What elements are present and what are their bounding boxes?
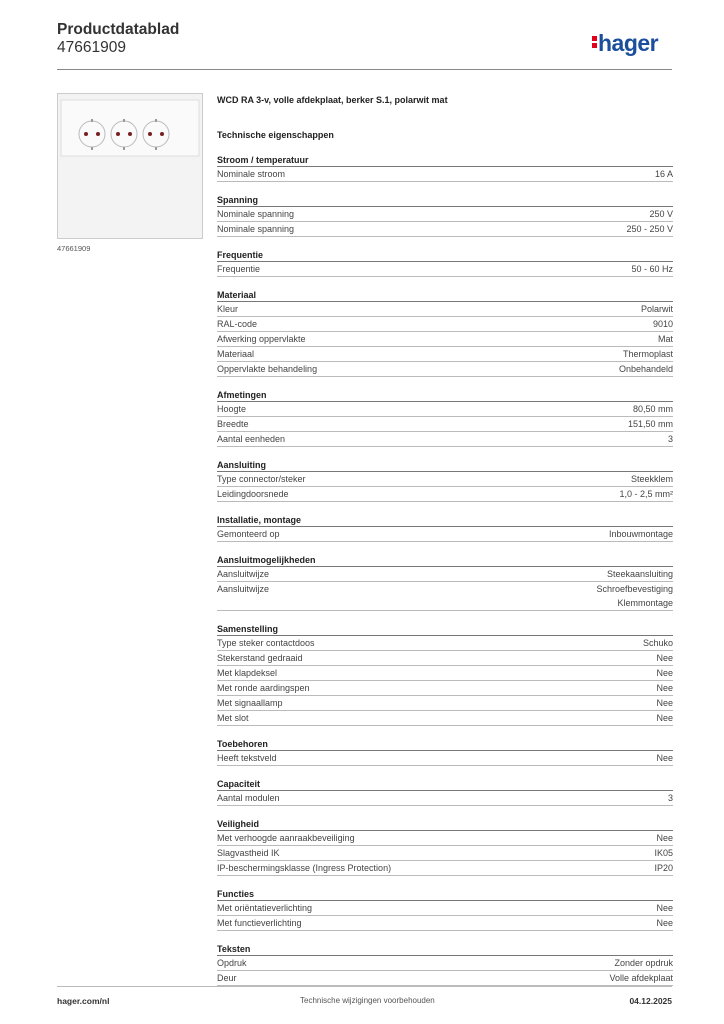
spec-value xyxy=(628,417,673,431)
section-heading: Installatie, montage xyxy=(217,514,673,527)
spec-row xyxy=(217,846,673,861)
spec-value-line: Onbehandeld xyxy=(618,364,673,374)
spec-value-line: Schuko xyxy=(642,638,673,648)
spec-label: Hoogte xyxy=(217,404,247,414)
spec-label: Deur xyxy=(217,973,237,983)
spec-value xyxy=(619,362,673,376)
spec-value xyxy=(656,751,673,765)
spec-label: Met signaallamp xyxy=(217,698,283,708)
spec-label: Slagvastheid IK xyxy=(217,848,280,858)
spec-row xyxy=(217,262,673,277)
spec-row xyxy=(217,916,673,931)
spec-row xyxy=(217,831,673,846)
spec-label: Frequentie xyxy=(217,264,261,274)
section-heading: Capaciteit xyxy=(217,778,673,791)
spec-label: RAL-code xyxy=(217,319,258,329)
spec-row xyxy=(217,417,673,432)
spec-row xyxy=(217,791,673,806)
spec-value-line: 3 xyxy=(667,434,673,444)
spec-value-line: 250 - 250 V xyxy=(626,224,673,234)
spec-row xyxy=(217,472,673,487)
spec-row xyxy=(217,711,673,726)
spec-value-line: Mat xyxy=(657,334,673,344)
section-heading: Veiligheid xyxy=(217,818,673,831)
spec-row xyxy=(217,666,673,681)
page-title: Productdatablad xyxy=(57,21,180,38)
spec-value-line: Nee xyxy=(656,713,673,723)
spec-value xyxy=(609,527,673,541)
spec-value xyxy=(631,472,673,486)
image-caption: 47661909 xyxy=(57,244,91,253)
spec-value xyxy=(609,971,673,985)
technical-properties-heading: Technische eigenschappen xyxy=(217,130,334,140)
spec-label: Nominale stroom xyxy=(217,169,286,179)
spec-value-line: Nee xyxy=(656,668,673,678)
spec-label: Kleur xyxy=(217,304,239,314)
spec-label: Aansluitwijze xyxy=(217,569,270,579)
spec-row xyxy=(217,347,673,362)
product-title: WCD RA 3-v, volle afdekplaat, berker S.1, polarwit mat xyxy=(217,95,448,105)
spec-value-line: Schroefbevestiging xyxy=(596,584,673,594)
spec-value-line: Nee xyxy=(656,833,673,843)
spec-row xyxy=(217,651,673,666)
spec-row xyxy=(217,636,673,651)
spec-row xyxy=(217,332,673,347)
section-heading: Samenstelling xyxy=(217,623,673,636)
spec-label: Met ronde aardingspen xyxy=(217,683,310,693)
spec-label: Met klapdeksel xyxy=(217,668,278,678)
spec-value xyxy=(623,347,673,361)
spec-value-line: 9010 xyxy=(652,319,673,329)
spec-value xyxy=(614,956,673,970)
spec-row xyxy=(217,567,673,582)
spec-label: Met oriëntatieverlichting xyxy=(217,903,313,913)
spec-value xyxy=(607,567,673,581)
spec-row xyxy=(217,487,673,502)
spec-label: Materiaal xyxy=(217,349,255,359)
spec-value xyxy=(656,711,673,725)
spec-label: Nominale spanning xyxy=(217,209,295,219)
spec-row xyxy=(217,167,673,182)
section-heading: Toebehoren xyxy=(217,738,673,751)
section-heading: Stroom / temperatuur xyxy=(217,154,673,167)
spec-value-line: Zonder opdruk xyxy=(614,958,673,968)
spec-row xyxy=(217,362,673,377)
spec-row xyxy=(217,751,673,766)
spec-value xyxy=(668,791,673,805)
spec-label: Met slot xyxy=(217,713,249,723)
spec-value-line: Polarwit xyxy=(640,304,673,314)
footer-website[interactable]: hager.com/nl xyxy=(57,996,110,1006)
spec-row xyxy=(217,971,673,986)
spec-value xyxy=(596,582,673,610)
section-heading: Frequentie xyxy=(217,249,673,262)
spec-value xyxy=(641,302,673,316)
product-number: 47661909 xyxy=(57,39,126,56)
spec-value xyxy=(656,696,673,710)
spec-value xyxy=(654,846,673,860)
spec-row xyxy=(217,402,673,417)
logo-text: hager xyxy=(598,30,659,56)
spec-row xyxy=(217,681,673,696)
spec-value-line: Nee xyxy=(656,698,673,708)
spec-label: Gemonteerd op xyxy=(217,529,280,539)
section-heading: Spanning xyxy=(217,194,673,207)
spec-label: Type connector/steker xyxy=(217,474,306,484)
spec-label: Aansluitwijze xyxy=(217,584,270,594)
spec-value xyxy=(656,651,673,665)
spec-value-line: 3 xyxy=(667,793,673,803)
spec-label: Opdruk xyxy=(217,958,247,968)
footer-divider xyxy=(57,986,672,987)
spec-label: Leidingdoorsnede xyxy=(217,489,289,499)
spec-row xyxy=(217,222,673,237)
spec-value xyxy=(656,916,673,930)
spec-row xyxy=(217,432,673,447)
spec-value-line: 151,50 mm xyxy=(627,419,673,429)
spec-value-line: Volle afdekplaat xyxy=(609,973,673,983)
spec-value-line: 50 - 60 Hz xyxy=(631,264,673,274)
header-divider xyxy=(57,69,672,70)
spec-value xyxy=(656,901,673,915)
spec-label: Heeft tekstveld xyxy=(217,753,277,763)
section-heading: Afmetingen xyxy=(217,389,673,402)
spec-label: IP-beschermingsklasse (Ingress Protection) xyxy=(217,863,392,873)
logo-dots-icon xyxy=(592,34,598,50)
spec-row xyxy=(217,527,673,542)
section-heading: Teksten xyxy=(217,943,673,956)
spec-label: Afwerking oppervlakte xyxy=(217,334,306,344)
spec-value-line: Steekaansluiting xyxy=(606,569,673,579)
spec-row xyxy=(217,207,673,222)
spec-value-line: 250 V xyxy=(649,209,673,219)
section-heading: Aansluitmogelijkheden xyxy=(217,554,673,567)
spec-value xyxy=(656,666,673,680)
spec-value-line: Nee xyxy=(656,753,673,763)
section-heading: Materiaal xyxy=(217,289,673,302)
spec-row xyxy=(217,901,673,916)
spec-value-line: Nee xyxy=(656,918,673,928)
spec-label: Stekerstand gedraaid xyxy=(217,653,303,663)
spec-label: Aantal modulen xyxy=(217,793,280,803)
spec-value-line: IP20 xyxy=(654,863,673,873)
spec-label: Oppervlakte behandeling xyxy=(217,364,318,374)
spec-value xyxy=(655,167,673,181)
spec-value xyxy=(649,207,673,221)
hager-logo xyxy=(592,30,658,57)
spec-row xyxy=(217,861,673,876)
spec-row xyxy=(217,582,673,611)
section-heading: Aansluiting xyxy=(217,459,673,472)
spec-value-line: Klemmontage xyxy=(617,598,673,608)
spec-row xyxy=(217,317,673,332)
product-image xyxy=(57,93,203,239)
spec-row xyxy=(217,956,673,971)
section-heading: Functies xyxy=(217,888,673,901)
spec-value xyxy=(653,317,673,331)
spec-value-line: Steekklem xyxy=(630,474,673,484)
spec-value xyxy=(658,332,673,346)
spec-label: Nominale spanning xyxy=(217,224,295,234)
spec-table xyxy=(217,95,673,986)
spec-value xyxy=(643,636,673,650)
spec-value-line: Inbouwmontage xyxy=(608,529,673,539)
spec-value-line: Nee xyxy=(656,683,673,693)
spec-value xyxy=(654,861,673,875)
spec-value xyxy=(619,487,673,501)
spec-value-line: Nee xyxy=(656,903,673,913)
spec-label: Type steker contactdoos xyxy=(217,638,315,648)
spec-value-line: 80,50 mm xyxy=(632,404,673,414)
footer-date: 04.12.2025 xyxy=(629,996,672,1006)
spec-label: Aantal eenheden xyxy=(217,434,286,444)
spec-row xyxy=(217,696,673,711)
spec-label: Met functieverlichting xyxy=(217,918,302,928)
footer-disclaimer: Technische wijzigingen voorbehouden xyxy=(300,996,435,1005)
spec-value xyxy=(656,831,673,845)
spec-value xyxy=(656,681,673,695)
spec-value xyxy=(631,262,673,276)
spec-value-line: Thermoplast xyxy=(622,349,673,359)
spec-value-line: Nee xyxy=(656,653,673,663)
spec-value xyxy=(668,432,673,446)
spec-label: Breedte xyxy=(217,419,249,429)
spec-value xyxy=(626,222,673,236)
spec-value-line: IK05 xyxy=(654,848,673,858)
spec-row xyxy=(217,302,673,317)
spec-value-line: 1,0 - 2,5 mm² xyxy=(619,489,673,499)
spec-value xyxy=(633,402,673,416)
spec-value-line: 16 A xyxy=(654,169,673,179)
spec-label: Met verhoogde aanraakbeveiliging xyxy=(217,833,355,843)
